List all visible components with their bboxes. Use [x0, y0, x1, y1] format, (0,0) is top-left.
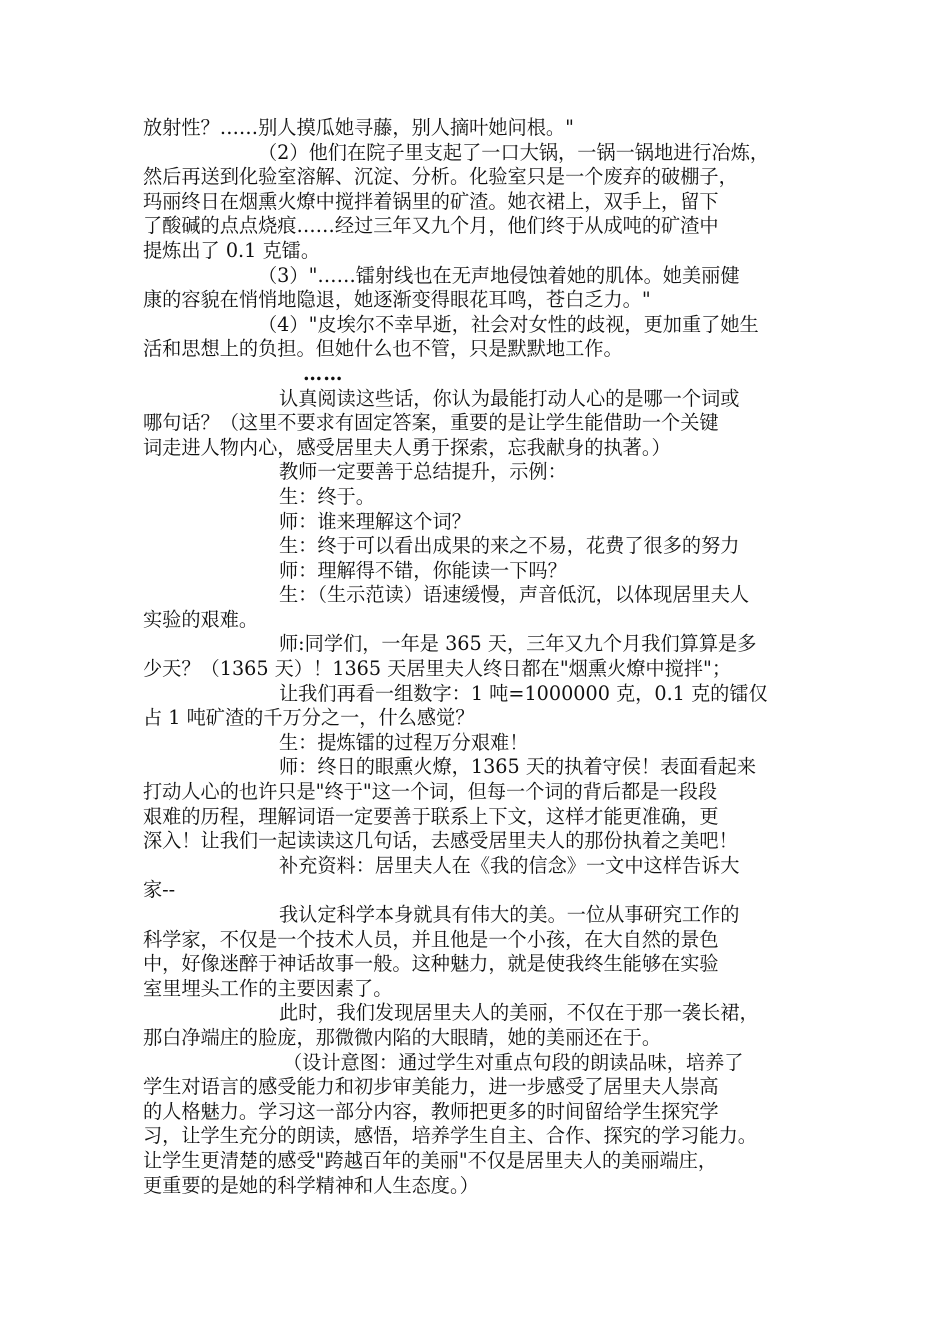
- text-line: 生：（生示范读）语速缓慢，声音低沉，以体现居里夫人: [279, 583, 750, 607]
- text-line: 教师一定要善于总结提升，示例：: [279, 460, 567, 484]
- text-line: 少天？（1365 天）！1365 天居里夫人终日都在"烟熏火燎中搅拌"；: [143, 657, 732, 681]
- text-line: 此时，我们发现居里夫人的美丽，不仅在于那一袭长裙，: [279, 1001, 759, 1025]
- text-line: 学生对语言的感受能力和初步审美能力，进一步感受了居里夫人崇高: [143, 1075, 719, 1099]
- text-line: 哪句话？（这里不要求有固定答案，重要的是让学生能借助一个关键: [143, 411, 719, 435]
- text-line: 中，好像迷醉于神话故事一般。这种魅力，就是使我终生能够在实验: [143, 952, 719, 976]
- text-line: 康的容貌在悄悄地隐退，她逐渐变得眼花耳鸣，苍白乏力。": [143, 288, 651, 312]
- text-line: 师:同学们，一年是 365 天，三年又九个月我们算算是多: [279, 632, 757, 656]
- text-line: 玛丽终日在烟熏火燎中搅拌着锅里的矿渣。她衣裙上，双手上，留下: [143, 189, 719, 213]
- text-line: 师：谁来理解这个词？: [279, 509, 471, 533]
- text-line: 我认定科学本身就具有伟大的美。一位从事研究工作的: [279, 903, 740, 926]
- text-line: （2）他们在院子里支起了一口大锅，一锅一锅地进行冶炼，: [258, 140, 770, 164]
- text-line: 生：终于。: [279, 484, 375, 508]
- text-line: 科学家，不仅是一个技术人员，并且他是一个小孩，在大自然的景色: [143, 927, 719, 951]
- ellipsis-line: ……: [303, 361, 344, 385]
- text-line: 实验的艰难。: [143, 607, 259, 631]
- text-line: 习，让学生充分的朗读，感悟，培养学生自主、合作、探究的学习能力。: [143, 1124, 757, 1148]
- text-line: 生：提炼镭的过程万分艰难！: [279, 730, 529, 754]
- text-line: （设计意图：通过学生对重点句段的朗读品味，培养了: [283, 1050, 744, 1074]
- text-line: 放射性？……别人摸瓜她寻藤，别人摘叶她问根。": [143, 116, 574, 139]
- text-line: 让学生更清楚的感受"跨越百年的美丽"不仅是居里夫人的美丽端庄，: [143, 1148, 718, 1172]
- text-line: 让我们再看一组数字：1 吨=1000000 克，0.1 克的镭仅: [279, 681, 768, 705]
- text-line: 的人格魅力。学习这一部分内容，教师把更多的时间留给学生探究学: [143, 1099, 719, 1123]
- text-line: 词走进人物内心，感受居里夫人勇于探索，忘我献身的执著。）: [143, 435, 671, 459]
- text-line: 然后再送到化验室溶解、沉淀、分析。化验室只是一个废弃的破棚子，: [143, 165, 738, 189]
- text-line: 了酸碱的点点烧痕……经过三年又九个月，他们终于从成吨的矿渣中: [143, 214, 719, 238]
- text-line: 补充资料：居里夫人在《我的信念》一文中这样告诉大: [279, 853, 740, 877]
- text-line: 师：终日的眼熏火燎，1365 天的执着守侯！表面看起来: [279, 755, 757, 779]
- text-line: 认真阅读这些话，你认为最能打动人心的是哪一个词或: [279, 386, 740, 410]
- text-line: 家--: [143, 878, 176, 902]
- text-line: 占 1 吨矿渣的千万分之一，什么感觉？: [143, 706, 475, 730]
- text-line: 提炼出了 0.1 克镭。: [143, 238, 321, 262]
- text-line: 打动人心的也许只是"终于"这一个词，但每一个词的背后都是一段段: [143, 780, 718, 804]
- text-line: 深入！让我们一起读读这几句话，去感受居里夫人的那份执着之美吧！: [143, 829, 738, 853]
- text-line: （4）"皮埃尔不幸早逝，社会对女性的歧视，更加重了她生: [258, 312, 759, 336]
- text-line: 更重要的是她的科学精神和人生态度。）: [143, 1173, 479, 1197]
- text-line: 生：终于可以看出成果的来之不易，花费了很多的努力: [279, 534, 740, 558]
- text-line: 室里埋头工作的主要因素了。: [143, 976, 393, 1000]
- text-line: 艰难的历程，理解词语一定要善于联系上下文，这样才能更准确，更: [143, 804, 719, 828]
- document-body: [143, 116, 811, 1198]
- text-line: 师：理解得不错，你能读一下吗？: [279, 558, 567, 582]
- text-line: （3）"……镭射线也在无声地侵蚀着她的肌体。她美丽健: [258, 263, 740, 287]
- text-line: 活和思想上的负担。但她什么也不管，只是默默地工作。: [143, 337, 623, 361]
- text-line: 那白净端庄的脸庞，那微微内陷的大眼睛，她的美丽还在于。: [143, 1025, 662, 1049]
